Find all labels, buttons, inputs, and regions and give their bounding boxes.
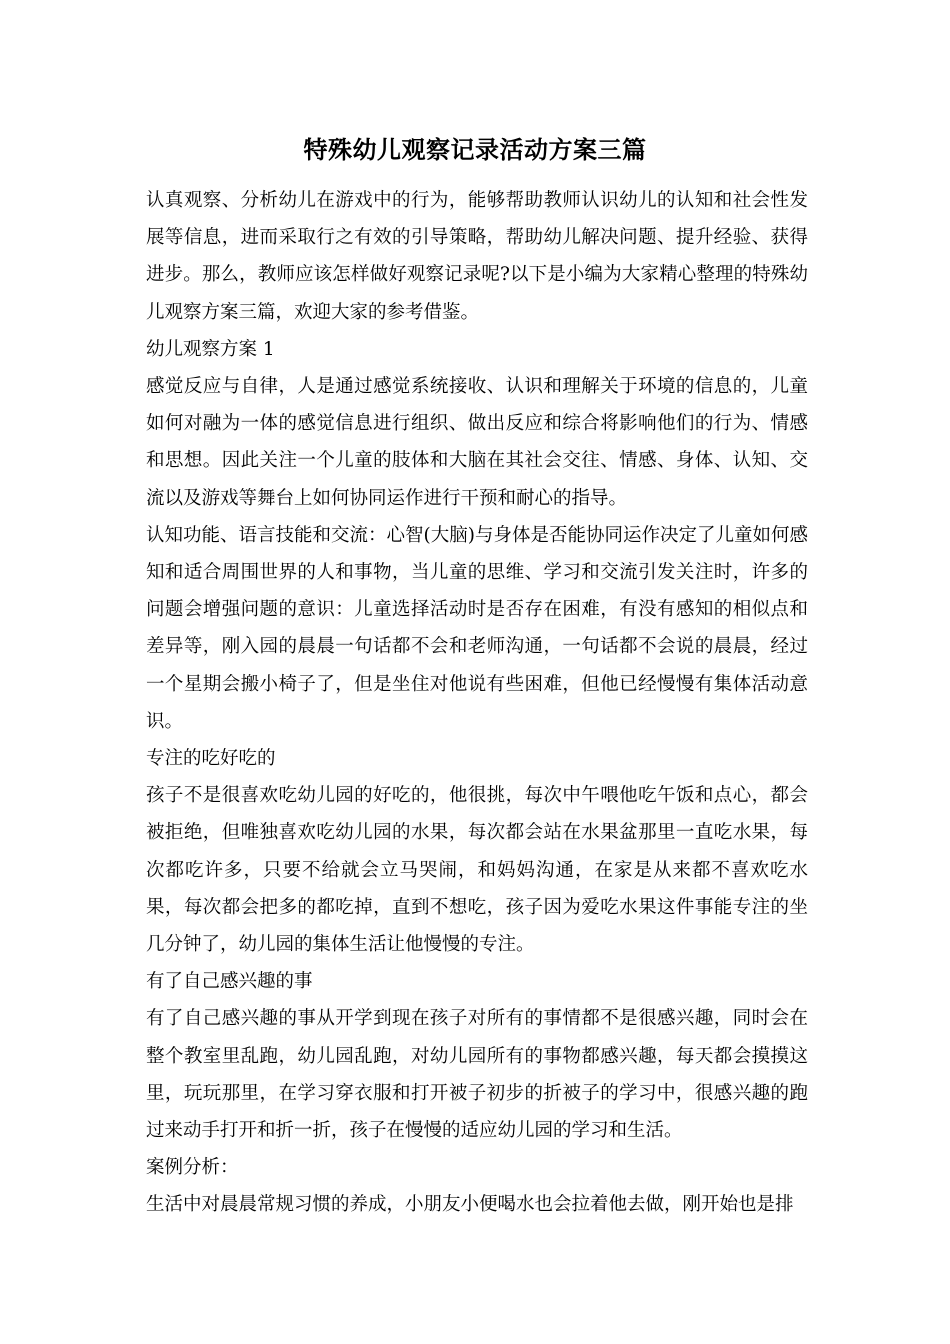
document-title: 特殊幼儿观察记录活动方案三篇 [303, 135, 647, 164]
section-heading-case-analysis: 案例分析： [146, 1157, 239, 1179]
paragraph-interest: 有了自己感兴趣的事从开学到现在孩子对所有的事情都不是很感兴趣，同时会在整个教室里乱跑，幼儿园乱跑，对幼儿园所有的事物都感兴趣，每天都会摸摸这里，玩玩那里，在学习穿衣服和打开被子初步的折被子的学习中，很感兴趣的跑过来动手打开和折一折，孩子在慢慢的适应幼儿园的学习和生活。 [146, 1008, 808, 1142]
paragraph-sensory: 感觉反应与自律，人是通过感觉系统接收、认识和理解关于环境的信息的，儿童如何对融为一体的感觉信息进行组织、做出反应和综合将影响他们的行为、情感和思想。因此关注一个儿童的肢体和大脑在其社会交往、情感、身体、认知、交流以及游戏等舞台上如何协同运作进行干预和耐心的指导。 [146, 376, 808, 509]
section-heading-eating: 专注的吃好吃的 [146, 748, 276, 770]
section-heading-interest: 有了自己感兴趣的事 [146, 971, 313, 993]
intro-paragraph: 认真观察、分析幼儿在游戏中的行为，能够帮助教师认识幼儿的认知和社会性发展等信息，进而采取行之有效的引导策略，帮助幼儿解决问题、提升经验、获得进步。那么，教师应该怎样做好观察记录呢?以下是小编为大家精心整理的特殊幼儿观察方案三篇，欢迎大家的参考借鉴。 [146, 190, 808, 323]
paragraph-cognition: 认知功能、语言技能和交流：心智(大脑)与身体是否能协同运作决定了儿童如何感知和适合周围世界的人和事物，当儿童的思维、学习和交流引发关注时，许多的问题会增强问题的意识：儿童选择活动时是否存在困难，有没有感知的相似点和差异等，刚入园的晨晨一句话都不会和老师沟通，一句话都不会说的晨晨，经过一个星期会搬小椅子了，但是坐住对他说有些困难，但他已经慢慢有集体活动意识。 [146, 524, 808, 732]
paragraph-case-analysis: 生活中对晨晨常规习惯的养成，小朋友小便喝水也会拉着他去做，刚开始也是排 [146, 1194, 794, 1216]
paragraph-eating: 孩子不是很喜欢吃幼儿园的好吃的，他很挑，每次中午喂他吃午饭和点心，都会被拒绝，但唯独喜欢吃幼儿园的水果，每次都会站在水果盆那里一直吃水果，每次都吃许多，只要不给就会立马哭闹，和妈妈沟通，在家是从来都不喜欢吃水果，每次都会把多的都吃掉，直到不想吃，孩子因为爱吃水果这件事能专注的坐几分钟了，幼儿园的集体生活让他慢慢的专注。 [146, 785, 808, 956]
document-body [146, 182, 808, 1224]
section-heading-plan-1: 幼儿观察方案 1 [146, 338, 275, 360]
